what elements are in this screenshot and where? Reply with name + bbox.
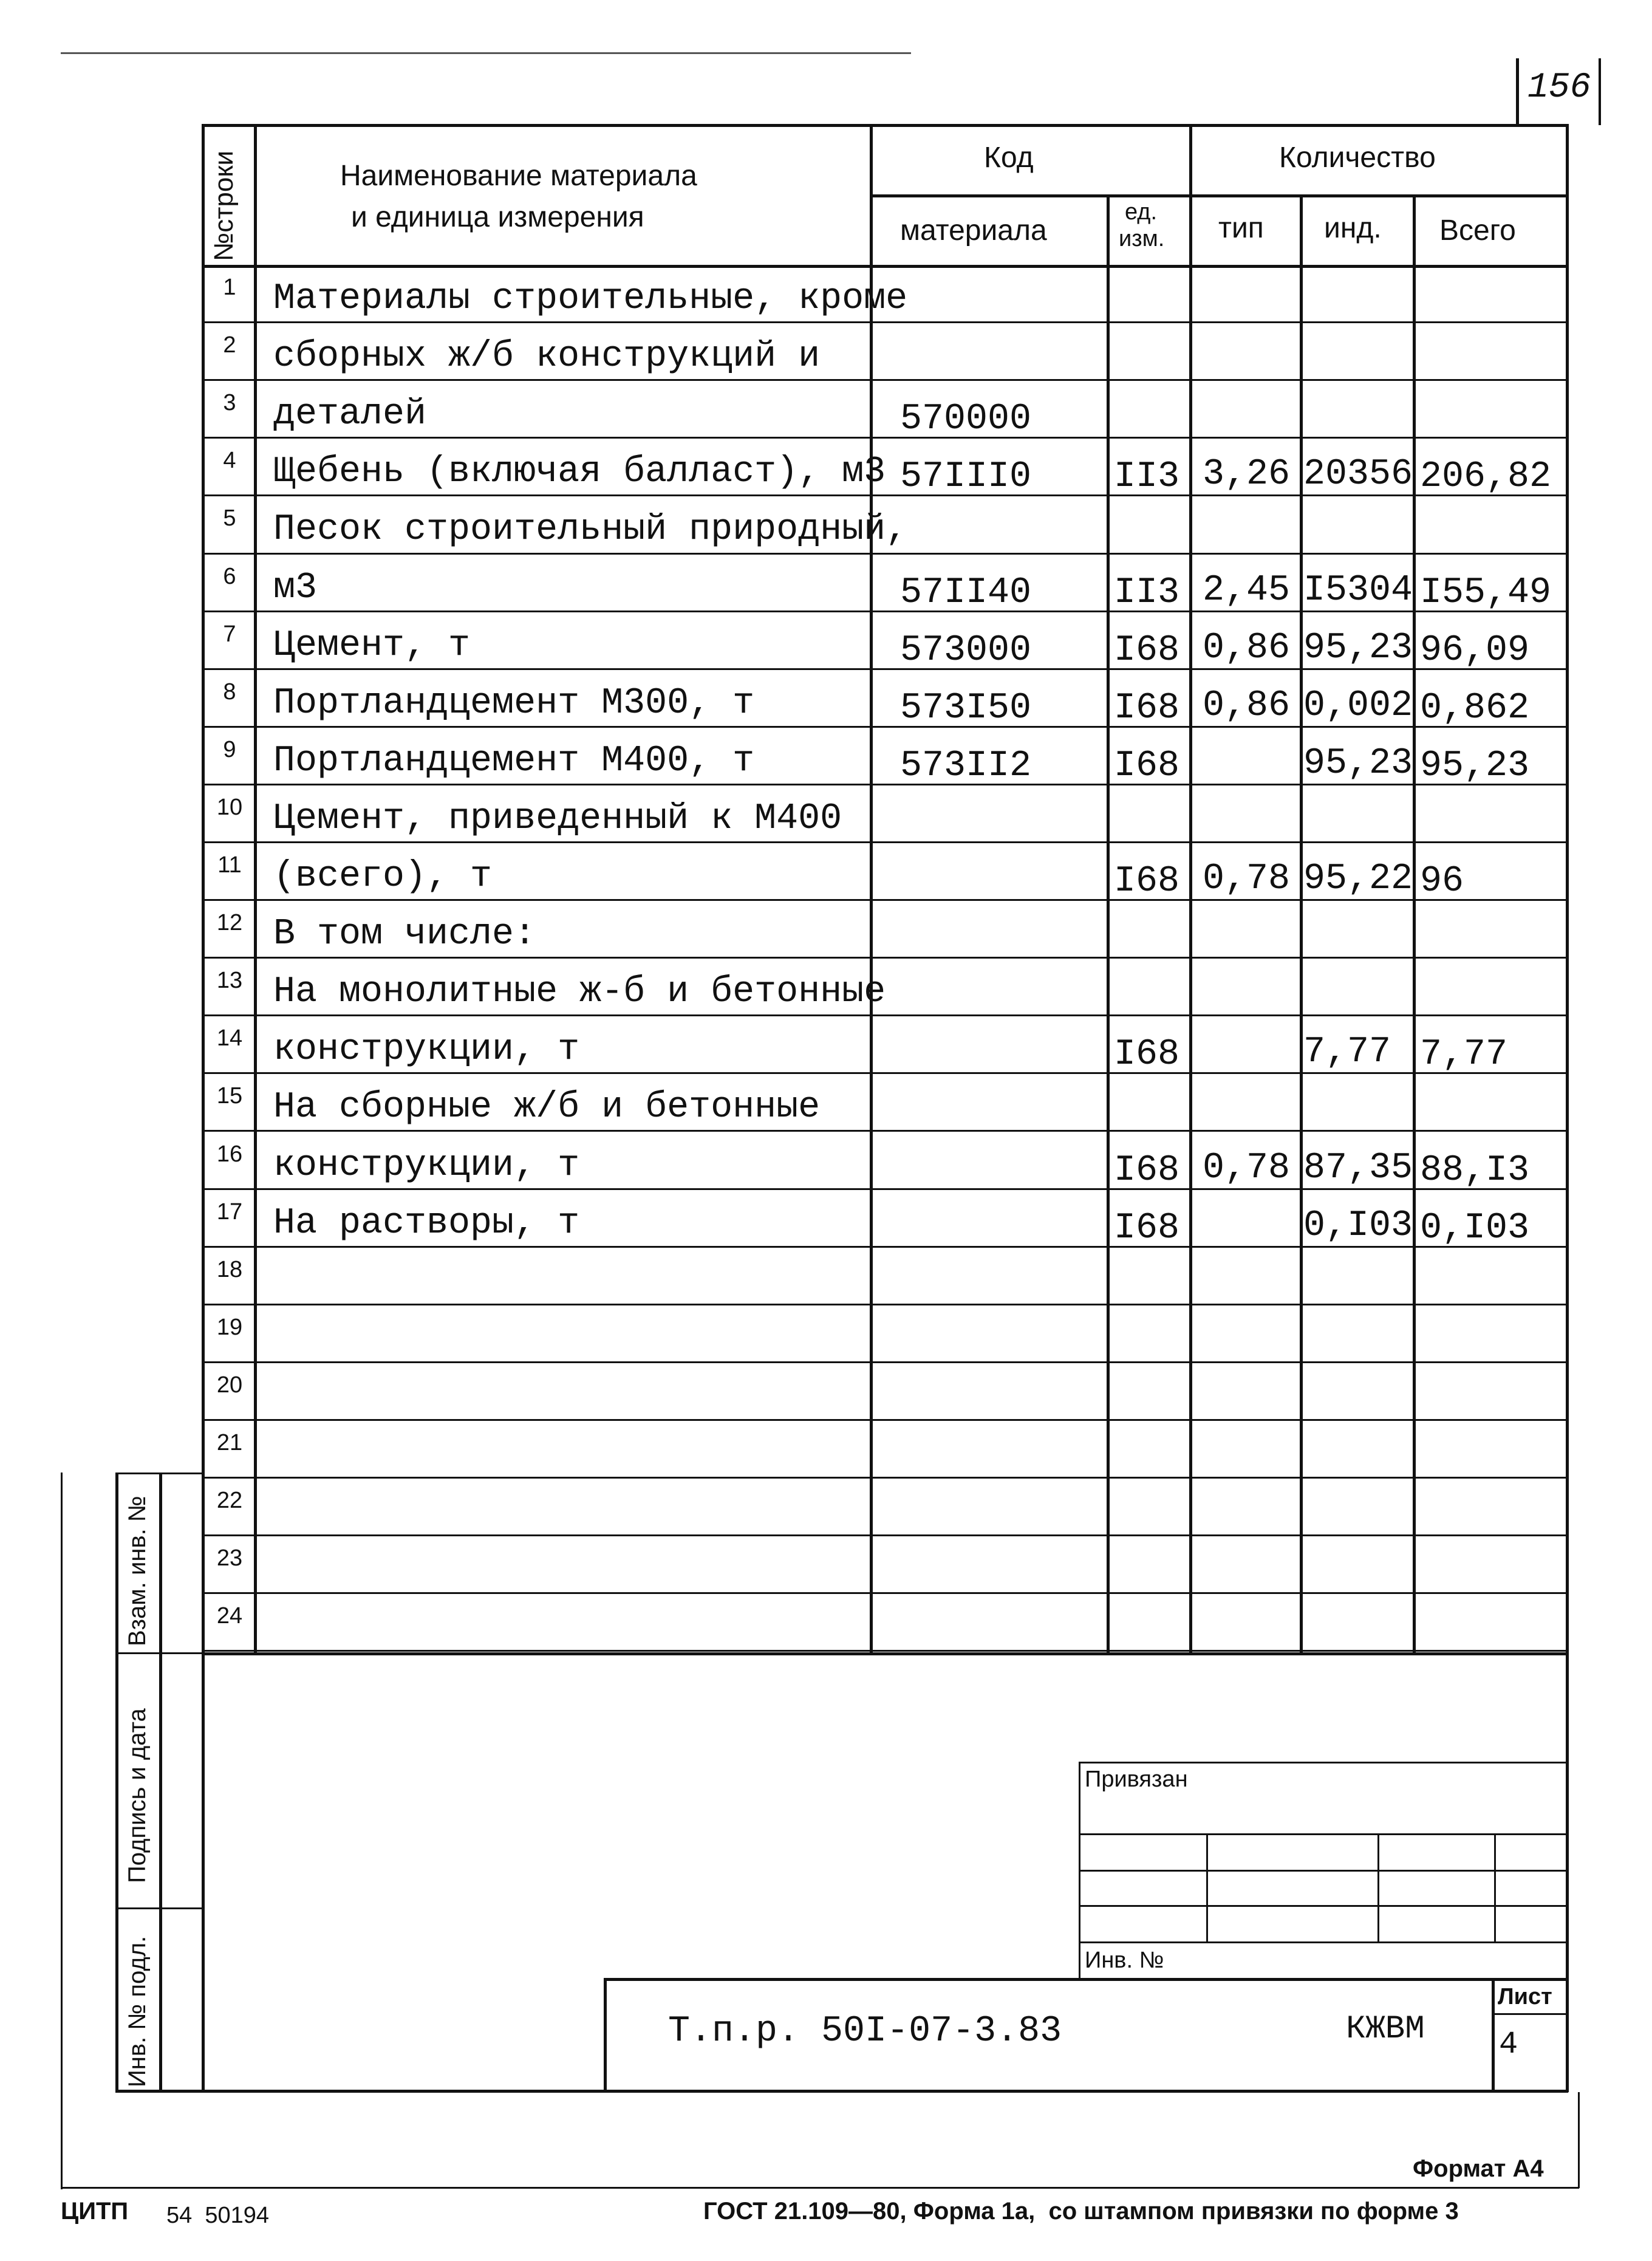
row-number: 17: [216, 1199, 243, 1225]
row-ind: 95,22: [1303, 858, 1413, 900]
row-divider: [202, 1361, 1568, 1363]
header-code-unit-1: ед.: [1125, 199, 1158, 225]
header-bottom-line: [202, 265, 1568, 268]
top-rule: [61, 52, 911, 54]
col-type-sep: [1300, 194, 1303, 1655]
row-name: Цемент, т: [273, 625, 471, 666]
footer-format: Формат А4: [1413, 2155, 1544, 2182]
header-mid-line: [870, 194, 1568, 197]
stamp-title-left: [604, 1978, 607, 2092]
row-name: Портландцемент М400, т: [273, 741, 755, 782]
row-name: Портландцемент М300, т: [273, 683, 755, 724]
lower-block-bottom: [115, 2090, 1568, 2093]
row-number: 9: [223, 737, 236, 762]
side-strip-div1: [115, 1652, 203, 1654]
row-number: 16: [216, 1141, 243, 1167]
row-total: 7,77: [1420, 1034, 1508, 1075]
row-name: конструкции, т: [273, 1029, 580, 1070]
row-type: 0,86: [1203, 628, 1291, 669]
stamp-mark: КЖВМ: [1346, 2011, 1425, 2048]
row-divider: [202, 553, 1568, 555]
stamp-priv-top: [1079, 1762, 1567, 1763]
header-code-material: материала: [900, 214, 1047, 247]
row-number: 6: [223, 564, 236, 589]
row-total: 96,09: [1420, 630, 1530, 671]
row-name: сборных ж/б конструкций и: [273, 336, 821, 377]
side-strip-div2: [115, 1907, 203, 1909]
stamp-inv-no: Инв. №: [1085, 1948, 1164, 1973]
row-ind: 0,002: [1303, 685, 1413, 727]
row-ind: 95,23: [1303, 743, 1413, 784]
header-qty-total: Всего: [1439, 214, 1516, 247]
table-left-border: [202, 124, 205, 1654]
row-number: 4: [223, 448, 236, 473]
row-number: 12: [216, 910, 243, 936]
row-number: 21: [216, 1430, 243, 1455]
row-code: 570000: [900, 398, 1032, 440]
row-divider: [202, 1477, 1568, 1479]
row-code: 573000: [900, 630, 1032, 671]
row-divider: [202, 1014, 1568, 1016]
header-code: Код: [984, 142, 1034, 174]
row-divider: [202, 1130, 1568, 1132]
lower-block-left: [202, 1652, 205, 2092]
row-unit: I68: [1114, 1208, 1180, 1249]
side-strip-top: [115, 1473, 203, 1474]
row-number: 2: [223, 332, 236, 358]
page-number-box-right: [1599, 58, 1601, 125]
row-total: 206,82: [1420, 456, 1552, 498]
row-name: Песок строительный природный,: [273, 509, 908, 550]
row-type: 0,78: [1203, 858, 1291, 900]
row-number: 5: [223, 505, 236, 531]
row-total: 95,23: [1420, 745, 1530, 787]
row-number: 10: [216, 795, 243, 820]
header-name-line1: Наименование материала: [340, 160, 697, 192]
stamp-sheet-no: 4: [1499, 2027, 1518, 2062]
row-type: 0,86: [1203, 685, 1291, 727]
row-divider: [202, 437, 1568, 439]
row-number: 20: [216, 1372, 243, 1398]
page-frame-left: [61, 1473, 63, 2189]
row-number: 14: [216, 1025, 243, 1051]
row-divider: [202, 1534, 1568, 1536]
table-right-border: [1566, 124, 1569, 2092]
row-name: (всего), т: [273, 856, 493, 897]
row-name: конструкции, т: [273, 1145, 580, 1186]
row-code: 57III0: [900, 456, 1032, 498]
row-divider: [202, 1304, 1568, 1305]
page-number-box: [1516, 58, 1519, 125]
stamp-designation: Т.п.р. 50I-07-3.83: [668, 2011, 1062, 2052]
row-divider: [202, 957, 1568, 959]
row-code: 57II40: [900, 572, 1032, 614]
row-number: 15: [216, 1083, 243, 1109]
row-name: На монолитные ж-б и бетонные: [273, 971, 886, 1013]
row-number: 18: [216, 1257, 243, 1282]
row-total: 96: [1420, 861, 1464, 902]
row-ind: 0,I03: [1303, 1205, 1413, 1247]
row-number: 13: [216, 968, 243, 993]
page-frame-bottom: [61, 2187, 1579, 2189]
row-number: 23: [216, 1545, 243, 1571]
row-number: 19: [216, 1315, 243, 1340]
row-divider: [202, 841, 1568, 843]
footer-gost: ГОСТ 21.109—80, Форма 1а, со штампом привязки по форме 3: [703, 2198, 1459, 2225]
footer-order: 54 50194: [166, 2203, 270, 2228]
row-number: 3: [223, 390, 236, 416]
footer-org: ЦИТП: [61, 2198, 129, 2225]
row-total: 0,862: [1420, 688, 1530, 729]
stamp-grid-v1: [1206, 1833, 1208, 1943]
stamp-sheet-div: [1492, 2013, 1567, 2015]
row-name: деталей: [273, 394, 427, 435]
col-code-sep: [1107, 194, 1110, 1655]
row-type: 2,45: [1203, 570, 1291, 611]
row-ind: 87,35: [1303, 1148, 1413, 1189]
row-unit: II3: [1114, 572, 1180, 614]
row-number: 24: [216, 1603, 243, 1629]
side-strip-inner: [159, 1473, 162, 2092]
row-number: 1: [223, 275, 236, 300]
col-rownum-sep: [254, 124, 257, 1655]
row-code: 573I50: [900, 688, 1032, 729]
row-code: 573II2: [900, 745, 1032, 787]
header-row-no: №строки: [209, 150, 239, 261]
row-divider: [202, 1592, 1568, 1594]
row-unit: II3: [1114, 456, 1180, 498]
row-unit: I68: [1114, 1034, 1180, 1075]
header-quantity: Количество: [1279, 142, 1436, 174]
row-divider: [202, 379, 1568, 381]
row-divider: [202, 321, 1568, 323]
col-ind-sep: [1413, 194, 1416, 1655]
row-number: 7: [223, 621, 236, 647]
row-name: Цемент, приведенный к М400: [273, 798, 842, 840]
header-name-line2: и единица измерения: [351, 201, 644, 233]
row-total: 88,I3: [1420, 1150, 1530, 1191]
row-unit: I68: [1114, 688, 1180, 729]
row-divider: [202, 1650, 1568, 1652]
row-total: 0,I03: [1420, 1208, 1530, 1249]
header-code-unit-2: изм.: [1119, 226, 1165, 251]
stamp-grid-v3: [1494, 1833, 1496, 1943]
row-name: В том числе:: [273, 914, 536, 955]
lower-block-top: [202, 1652, 1568, 1655]
row-total: I55,49: [1420, 572, 1552, 614]
header-qty-type: тип: [1218, 212, 1264, 244]
side-strip-outer: [115, 1473, 118, 2092]
page-number: 156: [1527, 68, 1591, 108]
side-label-vzam: Взам. инв. №: [124, 1496, 151, 1646]
row-name: На растворы, т: [273, 1203, 580, 1244]
row-type: 0,78: [1203, 1148, 1291, 1189]
row-divider: [202, 1419, 1568, 1421]
row-ind: 20356: [1303, 454, 1413, 495]
row-unit: I68: [1114, 745, 1180, 787]
stamp-grid-v2: [1377, 1833, 1379, 1943]
row-number: 11: [217, 852, 242, 878]
row-number: 8: [223, 679, 236, 705]
row-name: м3: [273, 567, 318, 609]
col-unit-sep: [1189, 124, 1192, 1655]
table-top-border: [202, 124, 1568, 127]
page-frame-right: [1578, 2092, 1580, 2188]
stamp-sheet-label: Лист: [1498, 1984, 1552, 2010]
side-label-podpis: Подпись и дата: [124, 1708, 151, 1883]
row-ind: 95,23: [1303, 628, 1413, 669]
row-unit: I68: [1114, 630, 1180, 671]
stamp-sheet-left: [1492, 1978, 1495, 2092]
row-name: Щебень (включая балласт), м3: [273, 451, 886, 493]
row-ind: 7,77: [1303, 1031, 1391, 1073]
row-ind: I5304: [1303, 570, 1413, 611]
row-type: 3,26: [1203, 454, 1291, 495]
row-name: Материалы строительные, кроме: [273, 278, 908, 320]
row-unit: I68: [1114, 1150, 1180, 1191]
row-unit: I68: [1114, 861, 1180, 902]
stamp-privyazan: Привязан: [1085, 1767, 1188, 1792]
row-number: 22: [216, 1488, 243, 1513]
side-label-inv-podl: Инв. № подл.: [124, 1935, 151, 2087]
row-name: На сборные ж/б и бетонные: [273, 1087, 821, 1128]
stamp-title-top: [604, 1978, 1568, 1981]
header-qty-ind: инд.: [1324, 212, 1382, 244]
col-name-sep: [870, 124, 873, 1655]
